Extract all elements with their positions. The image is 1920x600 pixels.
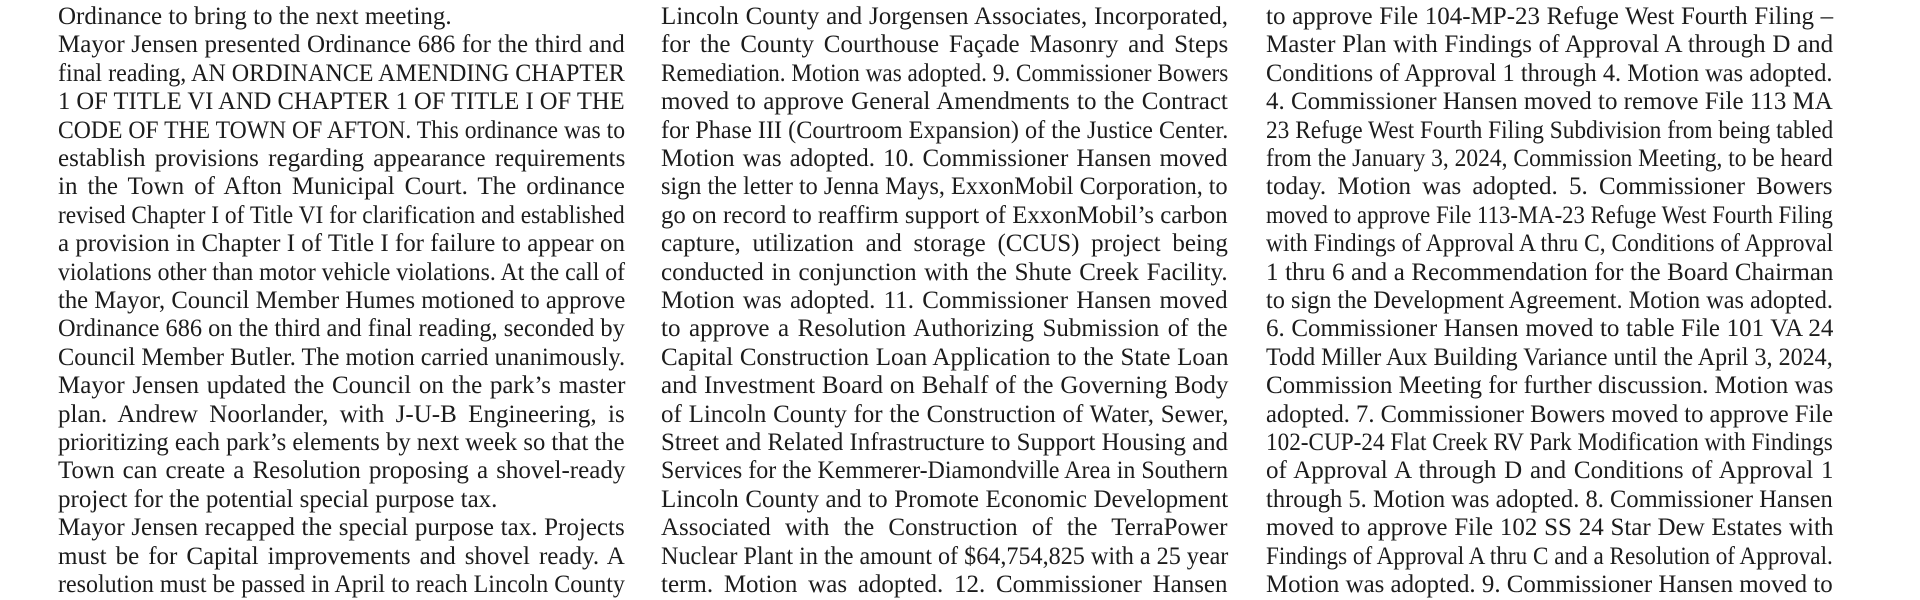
text-line: for the County Courthouse Façade Masonry and Steps	[661, 31, 1229, 59]
text-line: 23 Refuge West Fourth Filing Subdivision from being tabled	[1266, 116, 1834, 144]
text-line: project for the potential special purpose tax.	[58, 485, 498, 513]
text-line: sign the letter to Jenna Mays, ExxonMobil Corporation, to	[661, 173, 1228, 201]
text-line: 1 OF TITLE VI AND CHAPTER 1 OF TITLE I OF THE	[58, 88, 625, 116]
text-line: the Mayor, Council Member Humes motioned to approve	[58, 287, 626, 314]
text-line: final reading, AN ORDINANCE AMENDING CHAPTER	[58, 59, 625, 87]
text-line: Mayor Jensen presented Ordinance 686 for the third and	[58, 31, 625, 59]
text-line: today. Motion was adopted. 5. Commissioner Bowers	[1266, 173, 1833, 201]
text-line: in the Town of Afton Municipal Court. The ordinance	[58, 173, 625, 201]
text-line: moved to approve File 113-MA-23 Refuge West Fourth Filing	[1266, 201, 1833, 229]
text-line: moved to approve File 102 SS 24 Star Dew Estates with	[1266, 514, 1834, 542]
text-line: moved to approve General Amendments to the Contract	[661, 88, 1228, 116]
text-line: resolution must be passed in April to reach Lincoln County	[58, 571, 625, 598]
text-line: prioritizing each park’s elements by next week so that the	[58, 429, 625, 456]
text-line: Motion was adopted. 11. Commissioner Hansen moved	[661, 287, 1228, 314]
text-line: a provision in Chapter I of Title I for failure to appear on	[58, 230, 625, 258]
text-line: of Lincoln County for the Construction of Water, Sewer,	[661, 400, 1229, 428]
text-line: Ordinance to bring to the next meeting.	[58, 3, 452, 30]
text-line: Remediation. Motion was adopted. 9. Commissioner Bowers	[661, 59, 1229, 87]
text-line: violations other than motor vehicle violations. At the call of	[58, 258, 626, 286]
text-line: go on record to reaffirm support of ExxonMobil’s carbon	[661, 201, 1228, 229]
text-line: for Phase III (Courtroom Expansion) of the Justice Center.	[661, 116, 1229, 144]
text-line: plan. Andrew Noorlander, with J-U-B Engineering, is	[58, 400, 625, 428]
text-line: to approve a Resolution Authorizing Submission of the	[661, 315, 1228, 343]
text-line: Associated with the Construction of the TerraPower	[661, 514, 1228, 542]
text-line: revised Chapter I of Title VI for clarification and established	[58, 201, 625, 229]
text-line: Council Member Butler. The motion carried unanimously.	[58, 343, 626, 371]
text-line: conducted in conjunction with the Shute Creek Facility.	[661, 258, 1228, 286]
text-line: adopted. 7. Commissioner Bowers moved to approve File	[1266, 400, 1834, 428]
text-line: Commission Meeting for further discussion. Motion was	[1266, 372, 1834, 400]
text-line: Motion was adopted. 10. Commissioner Hansen moved	[661, 145, 1228, 172]
text-line: Nuclear Plant in the amount of $64,754,825 with a 25 year	[661, 542, 1229, 570]
text-line: to approve File 104-MP-23 Refuge West Fourth Filing –	[1266, 3, 1834, 30]
text-line: Master Plan with Findings of Approval A through D and	[1266, 31, 1834, 59]
text-line: Todd Miller Aux Building Variance until the April 3, 2024,	[1266, 343, 1833, 371]
text-line: 6. Commissioner Hansen moved to table File 101 VA 24	[1266, 315, 1834, 343]
text-line: CODE OF THE TOWN OF AFTON. This ordinance was to	[58, 116, 626, 144]
text-line: 1 thru 6 and a Recommendation for the Board Chairman	[1266, 258, 1834, 286]
text-line: 4. Commissioner Hansen moved to remove File 113 MA	[1266, 88, 1833, 116]
text-line: term. Motion was adopted. 12. Commissioner Hansen	[661, 571, 1228, 598]
text-line: Findings of Approval A thru C and a Resolution of Approval.	[1266, 542, 1833, 570]
text-line: Mayor Jensen recapped the special purpose tax. Projects	[58, 514, 625, 542]
text-line: Conditions of Approval 1 through 4. Motion was adopted.	[1266, 59, 1833, 87]
text-line: Mayor Jensen updated the Council on the park’s master	[58, 372, 626, 400]
text-line: Street and Related Infrastructure to Support Housing and	[661, 429, 1228, 456]
text-line: Motion was adopted. 9. Commissioner Hansen moved to	[1266, 571, 1833, 598]
text-line: Services for the Kemmerer-Diamondville Area in Southern	[661, 457, 1228, 485]
text-line: with Findings of Approval A thru C, Conditions of Approval	[1266, 230, 1834, 258]
text-line: to sign the Development Agreement. Motion was adopted.	[1266, 287, 1833, 314]
text-line: and Investment Board on Behalf of the Governing Body	[661, 372, 1229, 400]
text-line: 102-CUP-24 Flat Creek RV Park Modification with Findings	[1266, 429, 1833, 456]
text-line: capture, utilization and storage (CCUS) project being	[661, 230, 1228, 258]
text-line: Ordinance 686 on the third and final reading, seconded by	[58, 315, 625, 343]
text-line: Town can create a Resolution proposing a shovel-ready	[58, 457, 626, 485]
text-line: Lincoln County and Jorgensen Associates, Incorporated,	[661, 3, 1229, 30]
text-line: Lincoln County and to Promote Economic Development	[661, 485, 1229, 513]
text-line: establish provisions regarding appearance requirements	[58, 145, 626, 172]
text-line: of Approval A through D and Conditions of Approval 1	[1266, 457, 1834, 485]
text-line: through 5. Motion was adopted. 8. Commissioner Hansen	[1266, 485, 1833, 513]
text-line: from the January 3, 2024, Commission Meeting, to be heard	[1266, 145, 1833, 172]
text-line: Capital Construction Loan Application to the State Loan	[661, 343, 1229, 371]
text-line: must be for Capital improvements and shovel ready. A	[58, 542, 625, 570]
